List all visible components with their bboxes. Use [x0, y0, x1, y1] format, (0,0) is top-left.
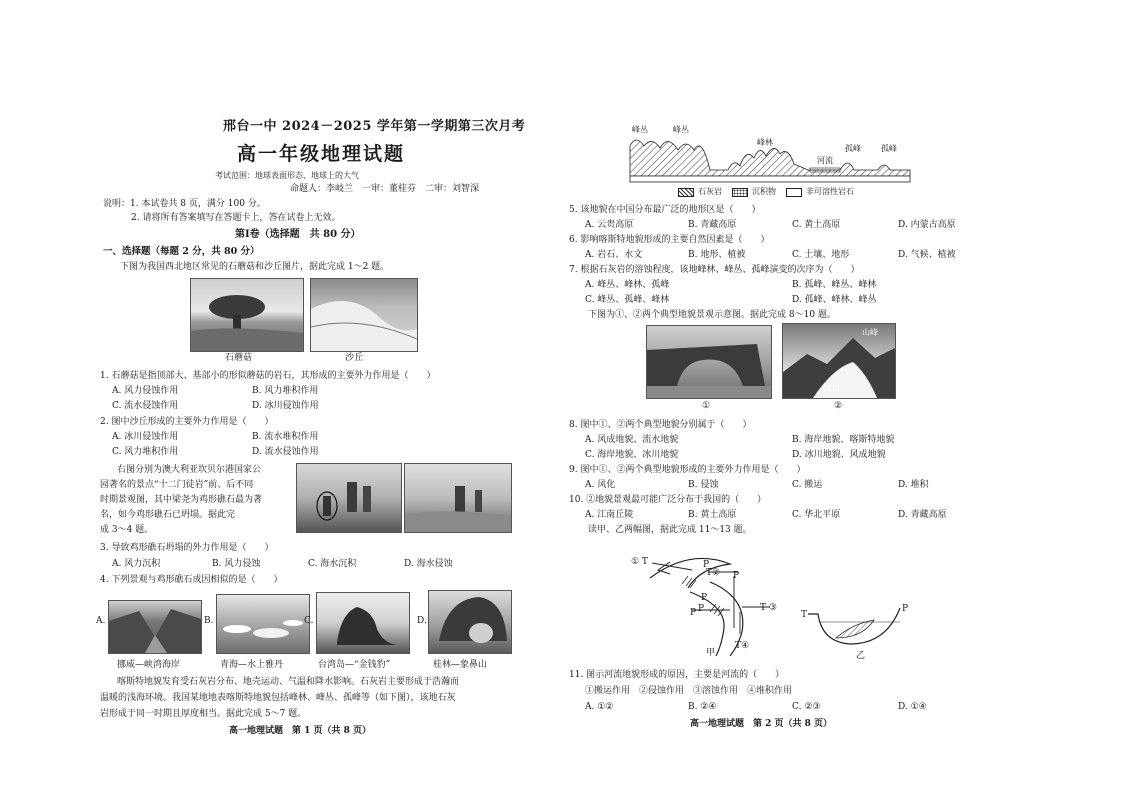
question-9: 9. 图中①、②两个典型地貌形成的主要外力作用是（ ）	[569, 465, 806, 475]
figure-yi-cross-section	[806, 604, 902, 648]
q1-option-a: A. 风力侵蚀作用	[112, 386, 179, 396]
fig-yi-caption: 乙	[856, 651, 866, 661]
label-fengcong-1: 峰丛	[632, 125, 648, 134]
photo2-peak-label: 山峰	[862, 328, 878, 337]
mushroom-rock-photo	[190, 278, 304, 352]
q9-option-d: D. 堆积	[898, 480, 929, 490]
q4-letter-b: B.	[204, 616, 214, 626]
q5-option-d: D. 内蒙古高原	[898, 220, 956, 230]
q1-option-c: C. 流水侵蚀作用	[112, 401, 179, 411]
q1-option-d: D. 冰川侵蚀作用	[252, 401, 319, 411]
photo-2-label: ②	[834, 401, 843, 411]
question-3: 3. 导致鸡形礁石坍塌的外力作用是（ ）	[100, 543, 274, 553]
question-2: 2. 图中沙丘形成的主要外力作用是（ ）	[100, 417, 274, 427]
q9-option-a: A. 风化	[585, 480, 616, 490]
diagram-legend	[678, 187, 854, 197]
q10-option-d: D. 青藏高原	[898, 510, 947, 520]
fig-yi-t: T	[801, 610, 808, 620]
q5-option-b: B. 青藏高原	[688, 220, 737, 230]
q6-option-a: A. 岩石、水文	[585, 250, 643, 260]
qinghai-yardang-photo	[216, 594, 310, 654]
question-5: 5. 该地貌在中国分布最广泛的地形区是（ ）	[569, 205, 761, 215]
q2-option-a: A. 冰川侵蚀作用	[112, 432, 179, 442]
exam-title: 高一年级地理试题	[237, 143, 406, 165]
q7-option-c: C. 峰丛、孤峰、峰林	[585, 295, 670, 305]
fig-jia-t1: ① T	[631, 557, 648, 567]
sand-dune-photo	[310, 278, 418, 352]
q1-option-b: B. 风力堆积作用	[252, 386, 319, 396]
q3-option-b: B. 风力侵蚀	[212, 559, 261, 569]
nonsoluble-swatch	[786, 188, 802, 197]
q11-option-c: C. ②③	[792, 702, 821, 712]
fig-jia-p4: P	[690, 608, 697, 618]
mushroom-caption: 石蘑菇	[225, 353, 253, 363]
q10-option-b: B. 黄土高原	[688, 510, 737, 520]
q4-letter-c: C.	[304, 616, 314, 626]
q3-option-d: D. 海水侵蚀	[404, 559, 453, 569]
q9-option-c: C. 搬运	[792, 480, 823, 490]
intro-5-7-line-1: 喀斯特地貌发育受石灰岩分布、地壳运动、气温和降水影响。石灰岩主要形成于浩瀚而	[117, 677, 460, 687]
intro-11-13: 读甲、乙两幅图，据此完成 11～13 题。	[588, 525, 752, 535]
label-gufeng-1: 孤峰	[845, 144, 861, 153]
q5-option-c: C. 黄土高原	[792, 220, 841, 230]
fig-jia-caption: 甲	[706, 648, 716, 658]
intro-3-4-line-2: 园著名的景点“十二门徒岩”前、后不同	[100, 480, 254, 490]
q4-letter-a: A.	[96, 616, 106, 626]
question-6: 6. 影响喀斯特地貌形成的主要自然因素是（ ）	[569, 235, 770, 245]
right-footer: 高一地理试题 第 2 页（共 8 页）	[690, 719, 833, 729]
q4-letter-d: D.	[417, 616, 427, 626]
sediment-swatch	[732, 188, 748, 197]
q8-option-a: A. 风成地貌、流水地貌	[585, 435, 679, 445]
legend-sediment: 沉积物	[752, 187, 776, 196]
twelve-apostles-after-photo	[404, 463, 512, 533]
q7-option-b: B. 孤峰、峰丛、峰林	[792, 280, 877, 290]
label-fengcong-2: 峰丛	[673, 125, 689, 134]
intro-3-4-line-5: 成 3～4 题。	[100, 525, 154, 535]
label-gufeng-2: 孤峰	[881, 144, 897, 153]
exam-authors: 命题人：李岐兰 一审：董桂芬 二审：刘智深	[290, 184, 480, 194]
left-footer: 高一地理试题 第 1 页（共 8 页）	[229, 726, 372, 736]
taiwan-rock-photo	[316, 592, 410, 654]
fig-jia-t4: T④	[735, 641, 750, 651]
q6-option-c: C. 土壤、地形	[792, 250, 850, 260]
fig-jia-p2: P	[733, 571, 740, 581]
question-8: 8. 图中①、②两个典型地貌分别属于（ ）	[569, 420, 752, 430]
q2-option-b: B. 流水堆积作用	[252, 432, 319, 442]
limestone-swatch	[678, 188, 694, 197]
exam-scope: 考试范围：地球表面形态、地球上的大气	[215, 171, 359, 180]
q11-option-b: B. ②④	[688, 702, 717, 712]
question-1: 1. 石蘑菇是指顶部大、基部小的形似蘑菇的岩石，其形成的主要外力作用是（ ）	[100, 371, 436, 381]
q7-option-a: A. 峰丛、峰林、孤峰	[585, 280, 670, 290]
label-river: 河流	[817, 156, 833, 165]
sea-arch-photo	[646, 325, 772, 399]
photo2-glacier-label: 冰川	[824, 384, 840, 393]
fig-jia-p1: P	[703, 560, 710, 570]
q8-option-c: C. 海岸地貌、冰川地貌	[585, 450, 679, 460]
intro-1-2: 下图为我国西北地区常见的石蘑菇和沙丘图片，据此完成 1～2 题。	[120, 262, 390, 272]
q6-option-d: D. 气候、植被	[898, 250, 956, 260]
q11-option-a: A. ①②	[585, 702, 614, 712]
note-2: 2. 请将所有答案填写在答题卡上，答在试卷上无效。	[131, 213, 341, 223]
q10-option-c: C. 华北平原	[792, 510, 841, 520]
q6-option-b: B. 地形、植被	[688, 250, 746, 260]
photo-1-label: ①	[702, 401, 711, 411]
intro-3-4-line-3: 时期景观图，其中梁尧为鸡形礁石最为著	[100, 495, 263, 505]
question-4: 4. 下列景观与鸡形礁石成因相似的是（ ）	[100, 575, 283, 585]
q8-option-b: B. 海岸地貌、喀斯特地貌	[792, 435, 895, 445]
question-7: 7. 根据石灰岩的溶蚀程度，该地峰林、峰丛、孤峰演变的次序为（ ）	[569, 265, 860, 275]
section-title: 第Ⅰ卷（选择题 共 80 分）	[235, 229, 361, 240]
school-title: 邢台一中 2024－2025 学年第一学期第三次月考	[223, 119, 526, 134]
q4-caption-d: 桂林—象鼻山	[433, 660, 488, 670]
label-fenglin: 峰林	[757, 138, 773, 147]
q3-option-c: C. 海水沉积	[308, 559, 357, 569]
elephant-trunk-hill-photo	[428, 590, 512, 654]
fig-jia-t2: T②	[706, 568, 721, 578]
q9-option-b: B. 侵蚀	[688, 480, 719, 490]
part-title: 一、选择题（每题 2 分，共 80 分）	[103, 246, 260, 257]
legend-nonsoluble: 非可溶性岩石	[806, 187, 854, 196]
q3-option-a: A. 风力沉积	[112, 559, 161, 569]
q2-option-c: C. 风力堆积作用	[112, 447, 179, 457]
q7-option-d: D. 孤峰、峰林、峰丛	[792, 295, 877, 305]
fig-jia-p3: P	[701, 593, 708, 603]
q8-option-d: D. 冰川地貌、风成地貌	[792, 450, 886, 460]
note-1: 说明：1. 本试卷共 8 页，满分 100 分。	[103, 199, 266, 209]
norway-fjord-photo	[108, 600, 202, 654]
q11-items: ①搬运作用 ②侵蚀作用 ③溶蚀作用 ④堆积作用	[585, 686, 793, 696]
fig-yi-p: P	[902, 604, 909, 614]
question-11: 11. 图示河流地貌形成的原因，主要是河流的（ ）	[569, 670, 785, 680]
fig-jia-p5: P	[698, 604, 705, 614]
intro-5-7-line-3: 岩形成于同一时期且厚度相当。据此完成 5～7 题。	[100, 709, 307, 719]
intro-5-7-line-2: 温暖的浅海环境。我国某地地表喀斯特地貌包括峰林、峰丛、孤峰等（如下图），该地石灰	[100, 693, 456, 703]
q4-caption-b: 青海—水上雅丹	[220, 660, 284, 670]
legend-limestone: 石灰岩	[698, 187, 722, 196]
q10-option-a: A. 江南丘陵	[585, 510, 634, 520]
question-10: 10. ②地貌景观最可能广泛分布于我国的（ ）	[569, 495, 767, 505]
q2-option-d: D. 流水侵蚀作用	[252, 447, 319, 457]
intro-3-4-line-1: 右图分别为澳大利亚坎贝尔港国家公	[117, 465, 262, 475]
dune-caption: 沙丘	[345, 353, 364, 363]
q11-option-d: D. ①④	[898, 702, 927, 712]
fig-jia-t3: T ③	[760, 603, 777, 613]
q4-caption-a: 挪威—峡湾海岸	[117, 660, 181, 670]
twelve-apostles-before-photo	[296, 463, 402, 533]
q4-caption-c: 台湾岛—“金钱豹”	[318, 660, 391, 670]
intro-3-4-line-4: 名，如今鸡形礁石已坍塌。据此完	[100, 510, 236, 520]
q5-option-a: A. 云贵高原	[585, 220, 634, 230]
intro-8-10: 下图为①、②两个典型地貌景观示意图。据此完成 8～10 题。	[588, 310, 836, 320]
